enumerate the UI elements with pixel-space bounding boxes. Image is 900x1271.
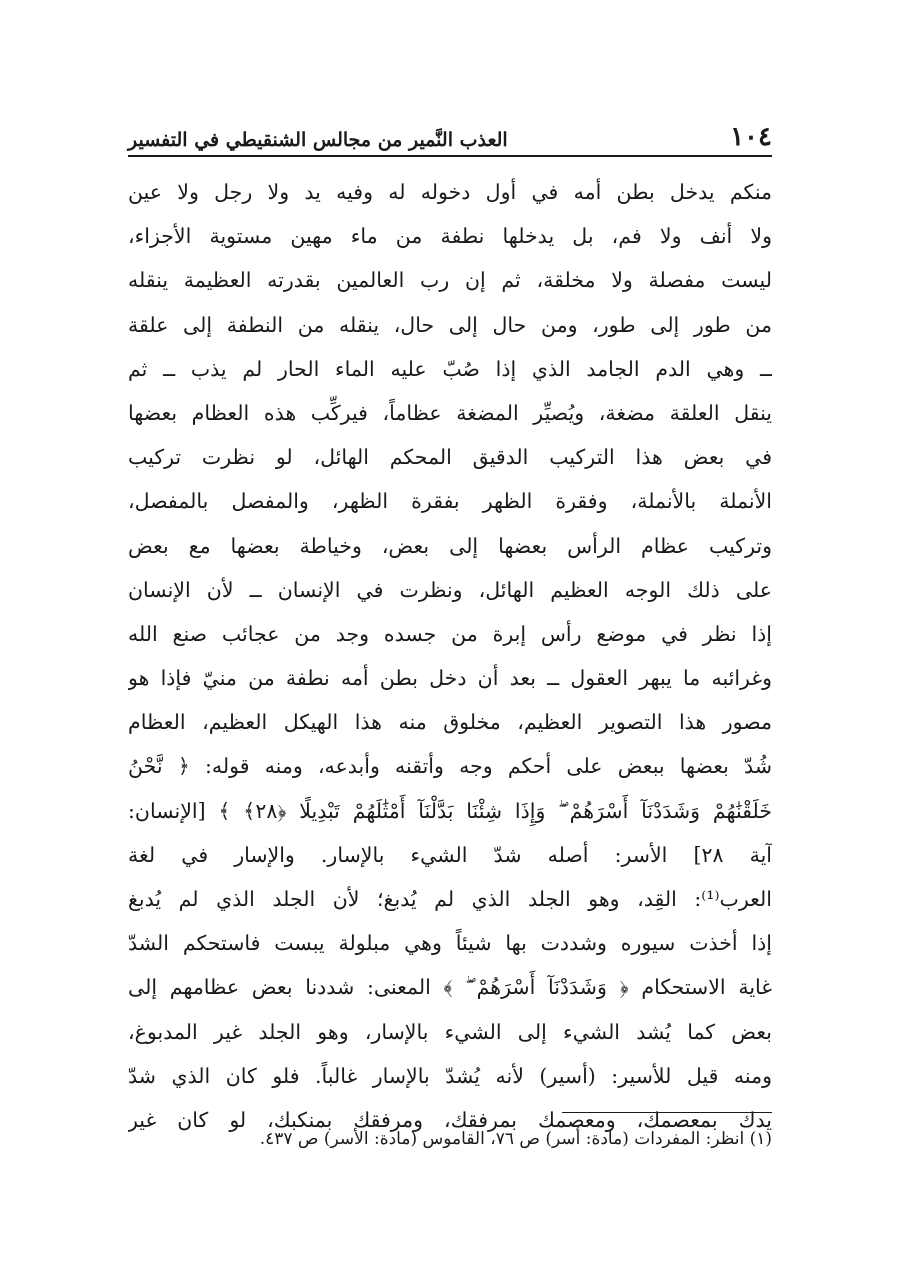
text-line: الأنملة بالأنملة، وفقرة الظهر بفقرة الظهر، والمفصل بالمفصل، <box>128 489 772 514</box>
text-line: بعض كما يُشد الشيء إلى الشيء بالإسار، وهو الجلد غير المدبوغ، <box>128 1019 772 1044</box>
text-line: شُدّ بعضها ببعض على أحكم وجه وأتقنه وأبدعه، ومنه قوله: ﴿ نَّحْنُ <box>128 754 772 779</box>
text-line: ولا أنف ولا فم، بل يدخلها نطفة من ماء مهين مستوية الأجزاء، <box>128 224 772 249</box>
text-line: على ذلك الوجه العظيم الهائل، ونظرت في الإنسان ــ لأن الإنسان <box>128 577 772 602</box>
text-line: وغرائبه ما يبهر العقول ــ بعد أن دخل بطن أمه نطفة من منيّ فإذا هو <box>128 666 772 691</box>
text-line: غاية الاستحكام ﴿ وَشَدَدْنَآ أَسْرَهُمْ ۖ ﴾ المعنى: شددنا بعض عظامهم إلى <box>128 975 772 1000</box>
running-title: العذب النَّمير من مجالس الشنقيطي في التفسير <box>128 129 508 151</box>
footnote-rule <box>562 1112 772 1113</box>
text-line: إذا أخذت سيوره وشددت بها شيئاً وهي مبلولة يبست فاستحكم الشدّ <box>128 931 772 956</box>
text-line: من طور إلى طور، ومن حال إلى حال، ينقله من النطفة إلى علقة <box>128 312 772 337</box>
page-number: ١٠٤ <box>730 122 772 152</box>
text-line: العرب⁽¹⁾: القِد، وهو الجلد الذي لم يُدبغ؛ لأن الجلد الذي لم يُدبغ <box>128 887 772 911</box>
text-line: وتركيب عظام الرأس بعضها إلى بعض، وخياطة بعضها مع بعض <box>128 533 772 558</box>
text-line: ــ وهي الدم الجامد الذي إذا صُبّ عليه الماء الحار لم يذب ــ ثم <box>128 356 772 381</box>
text-line: مصور هذا التصوير العظيم، مخلوق منه هذا الهيكل العظيم، العظام <box>128 710 772 735</box>
text-line: في بعض هذا التركيب الدقيق المحكم الهائل، لو نظرت تركيب <box>128 445 772 470</box>
text-line: منكم يدخل بطن أمه في أول دخوله له وفيه يد ولا رجل ولا عين <box>128 180 772 204</box>
footnote: (١) انظر: المفردات (مادة: أسر) ص ٧٦، القاموس (مادة: الأسر) ص ٤٣٧. <box>259 1129 772 1149</box>
text-line: ينقل العلقة مضغة، ويُصيِّر المضغة عظاماً، فيركِّب هذه العظام بعضها <box>128 400 772 425</box>
text-line: يدك بمعصمك، ومعصمك بمرفقك، ومرفقك بمنكبك، لو كان غير <box>128 1107 772 1132</box>
quran-verse-line: خَلَقْنَٰهُمْ وَشَدَدْنَآ أَسْرَهُمْ ۖ وَإِذَا شِئْنَا بَدَّلْنَآ أَمْثَٰلَهُمْ تَبْدِيلًا ﴿٢٨﴾ ﴾ [الإنسان: <box>128 798 772 823</box>
page-header <box>128 108 772 150</box>
header-rule <box>128 155 772 157</box>
text-line: آية ٢٨] الأسر: أصله شدّ الشيء بالإسار. والإسار في لغة <box>128 842 772 867</box>
text-line: إذا نظر في موضع رأس إبرة من جسده وجد من عجائب صنع الله <box>128 621 772 646</box>
body-text <box>128 170 772 1142</box>
text-line: ومنه قيل للأسير: (أسير) لأنه يُشدّ بالإسار غالباً. فلو كان الذي شدّ <box>128 1063 772 1088</box>
text-line: ليست مفصلة ولا مخلقة، ثم إن رب العالمين بقدرته العظيمة ينقله <box>128 268 772 293</box>
